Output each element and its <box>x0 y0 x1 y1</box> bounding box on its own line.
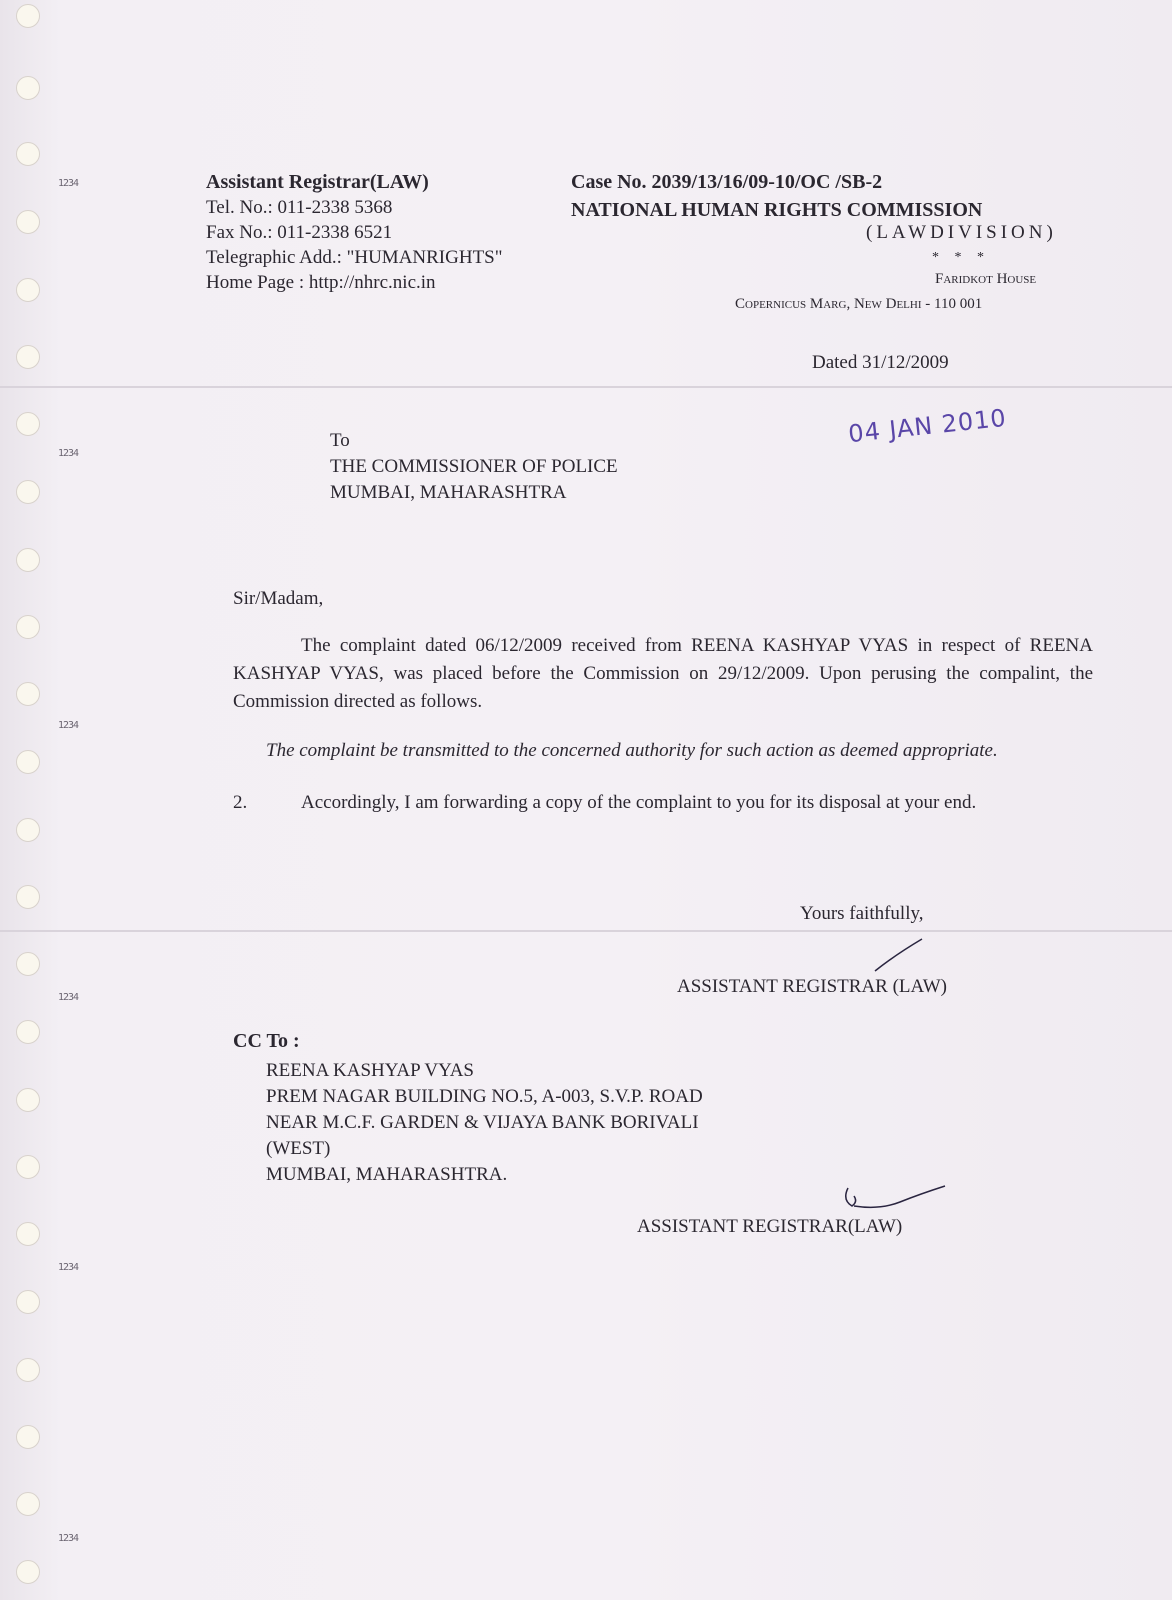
cc-address-line-2: NEAR M.C.F. GARDEN & VIJAYA BANK BORIVALI <box>266 1112 699 1133</box>
point-2-text: Accordingly, I am forwarding a copy of the complaint to you for its disposal at your end. <box>301 792 977 813</box>
punch-hole <box>16 548 40 572</box>
to-label: To <box>330 430 350 451</box>
paragraph-1-text: The complaint dated 06/12/2009 received from REENA KASHYAP VYAS in respect of REENA KASHYAP VYAS, was placed before the Commission on 29/12/2009. Upon perusing the compalint, the Commission directed as follows. <box>233 635 1093 712</box>
punch-hole <box>16 1425 40 1449</box>
punch-hole <box>16 4 40 28</box>
margin-mark: 1234 <box>58 720 79 731</box>
cc-signatory-title: ASSISTANT REGISTRAR(LAW) <box>637 1216 903 1237</box>
tel-number: Tel. No.: 011-2338 5368 <box>206 197 393 218</box>
punch-hole <box>16 480 40 504</box>
division-name: (LAWDIVISION) <box>866 222 1057 243</box>
punch-hole <box>16 412 40 436</box>
received-stamp: 04 JAN 2010 <box>846 403 1008 449</box>
punch-hole <box>16 1358 40 1382</box>
telegraphic-address: Telegraphic Add.: "HUMANRIGHTS" <box>206 247 503 268</box>
punch-hole <box>16 682 40 706</box>
case-number: Case No. 2039/13/16/09-10/OC /SB-2 <box>571 171 883 193</box>
punch-hole <box>16 818 40 842</box>
home-page: Home Page : http://nhrc.nic.in <box>206 272 436 293</box>
punch-hole <box>16 885 40 909</box>
margin-mark: 1234 <box>58 1533 79 1544</box>
commission-direction: The complaint be transmitted to the concerned authority for such action as deemed appropriate. <box>266 740 998 761</box>
margin-mark: 1234 <box>58 448 79 459</box>
cc-label: CC To : <box>233 1030 300 1052</box>
sender-title: Assistant Registrar(LAW) <box>206 171 429 193</box>
cc-address-line-4: MUMBAI, MAHARASHTRA. <box>266 1164 508 1185</box>
cc-address-line-1: PREM NAGAR BUILDING NO.5, A-003, S.V.P. ROAD <box>266 1086 703 1107</box>
cc-address-line-3: (WEST) <box>266 1138 331 1159</box>
signatory-title: ASSISTANT REGISTRAR (LAW) <box>677 976 947 997</box>
salutation: Sir/Madam, <box>233 588 324 609</box>
letter-date: Dated 31/12/2009 <box>812 352 949 373</box>
fax-number: Fax No.: 011-2338 6521 <box>206 222 393 243</box>
margin-mark: 1234 <box>58 992 79 1003</box>
sender-contact-block <box>206 170 503 295</box>
punch-hole <box>16 1222 40 1246</box>
margin-mark: 1234 <box>58 178 79 189</box>
separator-stars: * * * <box>932 250 990 265</box>
margin-mark: 1234 <box>58 1262 79 1273</box>
punch-hole <box>16 1088 40 1112</box>
punch-hole <box>16 615 40 639</box>
punch-hole <box>16 750 40 774</box>
closing-phrase: Yours faithfully, <box>800 903 924 924</box>
case-header-block <box>571 168 982 224</box>
punch-hole <box>16 1492 40 1516</box>
punch-hole <box>16 1560 40 1584</box>
punch-hole <box>16 1155 40 1179</box>
cc-address-block <box>266 1058 703 1188</box>
punch-hole <box>16 952 40 976</box>
address-line-2: Copernicus Marg, New Delhi - 110 001 <box>735 296 983 312</box>
point-number: 2. <box>233 792 248 813</box>
body-point-2 <box>233 792 976 814</box>
fold-line <box>0 386 1172 388</box>
fold-line <box>0 930 1172 932</box>
body-paragraph-1 <box>233 632 1093 716</box>
signature-mark <box>870 935 930 980</box>
address-line-1: Faridkot House <box>935 271 1037 287</box>
punch-hole <box>16 345 40 369</box>
punch-hole <box>16 142 40 166</box>
punch-hole <box>16 76 40 100</box>
recipient-line-2: MUMBAI, MAHARASHTRA <box>330 482 567 503</box>
recipient-block <box>330 428 618 506</box>
punch-hole <box>16 1020 40 1044</box>
organization-name: NATIONAL HUMAN RIGHTS COMMISSION <box>571 199 983 221</box>
recipient-line-1: THE COMMISSIONER OF POLICE <box>330 456 618 477</box>
punch-hole <box>16 278 40 302</box>
punch-hole <box>16 210 40 234</box>
punch-hole <box>16 1290 40 1314</box>
cc-name: REENA KASHYAP VYAS <box>266 1060 474 1081</box>
